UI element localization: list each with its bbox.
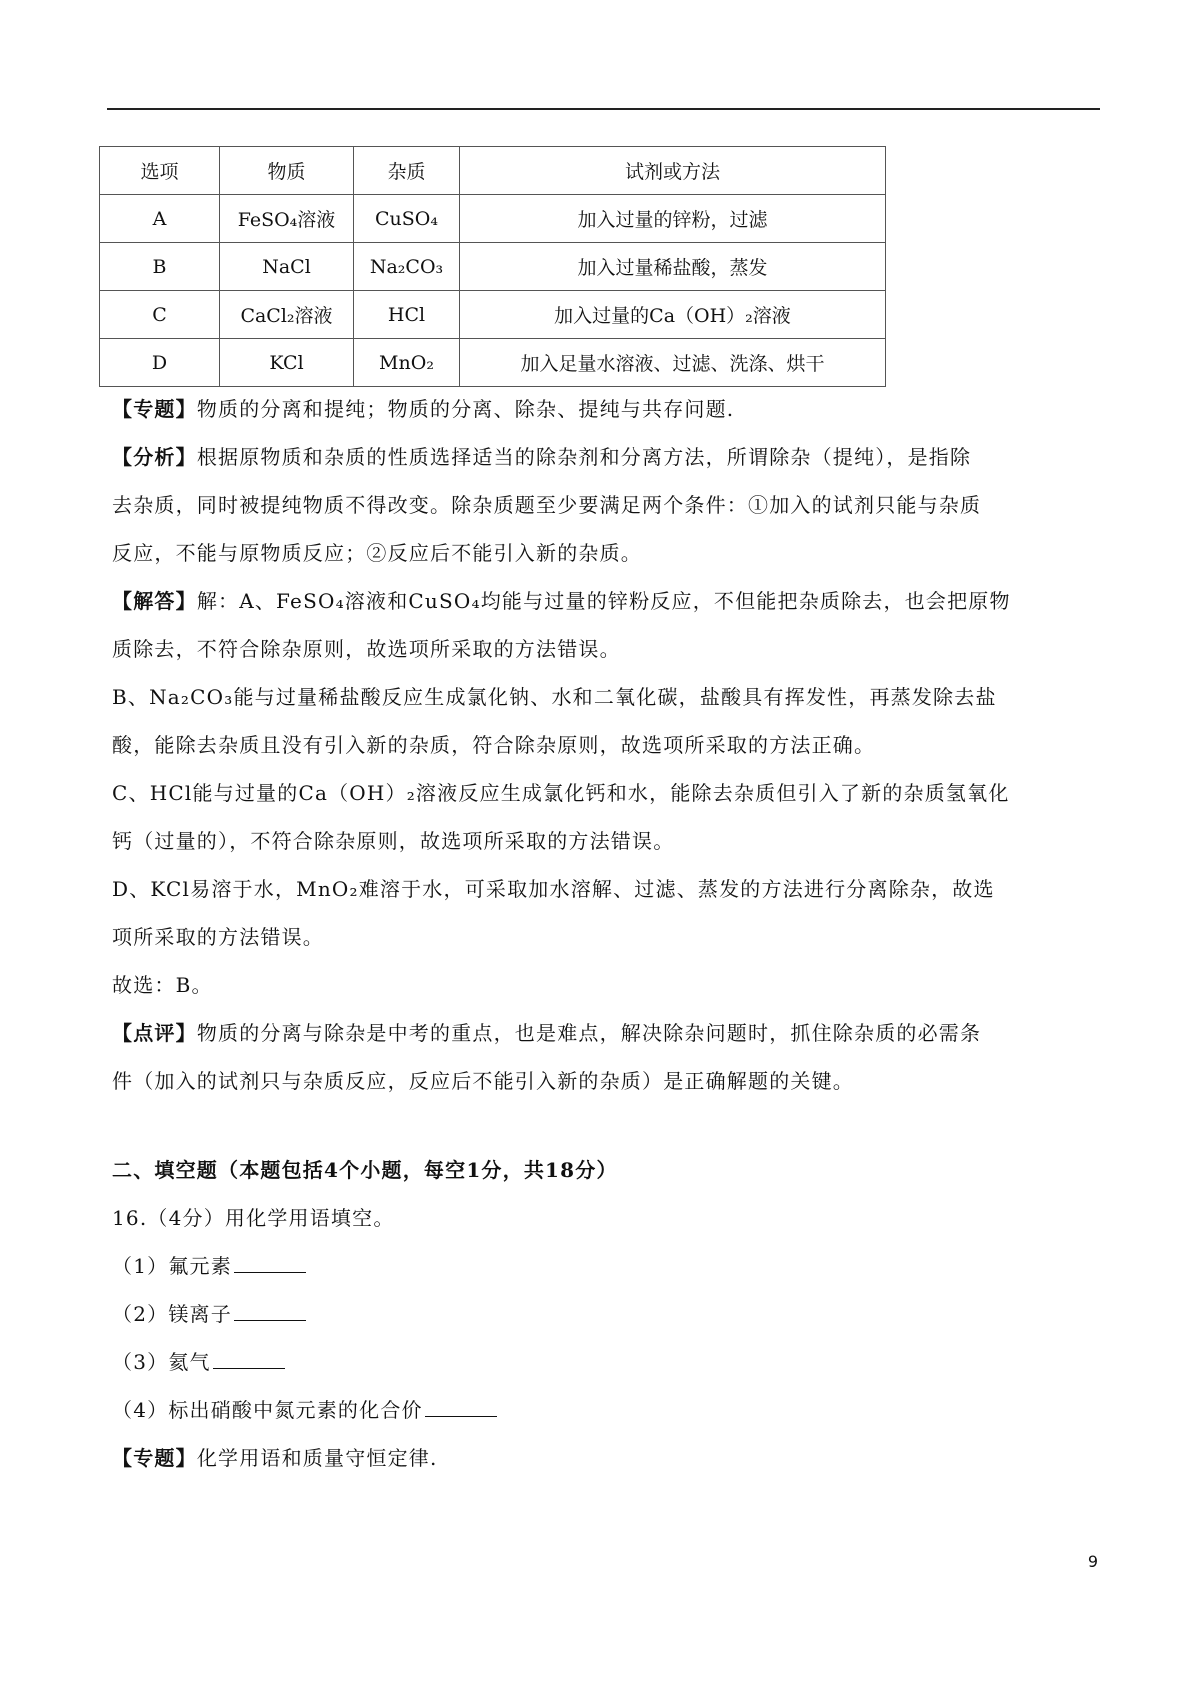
table-cell: B bbox=[100, 243, 220, 291]
table-header-cell: 物质 bbox=[220, 147, 354, 195]
section-zhuanti bbox=[112, 385, 1092, 1105]
answer-blank bbox=[425, 1394, 497, 1417]
table-cell: KCl bbox=[220, 339, 354, 387]
table-row bbox=[100, 339, 886, 387]
question-16: 16.（4分）用化学用语填空。 bbox=[112, 1206, 395, 1230]
section-fill-in bbox=[112, 1146, 1092, 1482]
option-c-line: C、HCl能与过量的Ca（OH）₂溶液反应生成氯化钙和水，能除去杂质但引入了新的杂质氢氧化 bbox=[112, 781, 1010, 805]
table-header-row bbox=[100, 147, 886, 195]
blank-item: （4）标出硝酸中氮元素的化合价 bbox=[112, 1386, 1092, 1434]
table-cell: MnO₂ bbox=[354, 339, 460, 387]
jieda-line: 质除去，不符合除杂原则，故选项所采取的方法错误。 bbox=[112, 637, 621, 661]
answer-line: 故选：B。 bbox=[112, 973, 213, 997]
table-cell: A bbox=[100, 195, 220, 243]
dianping-line: 物质的分离与除杂是中考的重点，也是难点，解决除杂问题时，抓住除杂质的必需条 bbox=[196, 1021, 982, 1045]
fenxi-line: 反应，不能与原物质反应；②反应后不能引入新的杂质。 bbox=[112, 541, 642, 565]
table-cell: 加入足量水溶液、过滤、洗涤、烘干 bbox=[460, 339, 886, 387]
section-heading: 二、填空题（本题包括4个小题，每空1分，共18分） bbox=[112, 1158, 618, 1182]
blank-item: （1）氟元素 bbox=[112, 1242, 1092, 1290]
zhuanti-tag: 【专题】 bbox=[112, 397, 197, 421]
jieda-tag: 【解答】 bbox=[112, 589, 197, 613]
table-cell: HCl bbox=[354, 291, 460, 339]
table-cell: FeSO₄溶液 bbox=[220, 195, 354, 243]
page-number: 9 bbox=[1087, 1552, 1098, 1571]
table-row bbox=[100, 291, 886, 339]
table-cell: D bbox=[100, 339, 220, 387]
dianping-tag: 【点评】 bbox=[112, 1021, 197, 1045]
option-c-line: 钙（过量的），不符合除杂原则，故选项所采取的方法错误。 bbox=[112, 829, 675, 853]
fenxi-line: 根据原物质和杂质的性质选择适当的除杂剂和分离方法，所谓除杂（提纯），是指除 bbox=[196, 445, 972, 469]
blank-item: （2）镁离子 bbox=[112, 1290, 1092, 1338]
table-header-cell: 杂质 bbox=[354, 147, 460, 195]
fenxi-tag: 【分析】 bbox=[112, 445, 197, 469]
answer-blank bbox=[213, 1346, 285, 1369]
zhuanti-tag: 【专题】 bbox=[112, 1446, 197, 1470]
table-cell: 加入过量稀盐酸，蒸发 bbox=[460, 243, 886, 291]
zhuanti-text: 物质的分离和提纯；物质的分离、除杂、提纯与共存问题. bbox=[196, 397, 735, 421]
table-row bbox=[100, 243, 886, 291]
header-rule bbox=[107, 108, 1100, 110]
zhuanti-text: 化学用语和质量守恒定律. bbox=[196, 1446, 438, 1470]
options-table bbox=[99, 146, 886, 387]
answer-blank bbox=[234, 1250, 306, 1273]
table-header-cell: 试剂或方法 bbox=[460, 147, 886, 195]
table-cell: CuSO₄ bbox=[354, 195, 460, 243]
table-cell: Na₂CO₃ bbox=[354, 243, 460, 291]
table-cell: C bbox=[100, 291, 220, 339]
option-b-line: 酸，能除去杂质且没有引入新的杂质，符合除杂原则，故选项所采取的方法正确。 bbox=[112, 733, 876, 757]
answer-blank bbox=[234, 1298, 306, 1321]
table-row bbox=[100, 195, 886, 243]
table-cell: 加入过量的Ca（OH）₂溶液 bbox=[460, 291, 886, 339]
table-cell: NaCl bbox=[220, 243, 354, 291]
option-b-line: B、Na₂CO₃能与过量稀盐酸反应生成氯化钠、水和二氧化碳，盐酸具有挥发性，再蒸发除去盐 bbox=[112, 685, 997, 709]
blank-item: （3）氦气 bbox=[112, 1338, 1092, 1386]
table-header-cell: 选项 bbox=[100, 147, 220, 195]
fenxi-line: 去杂质，同时被提纯物质不得改变。除杂质题至少要满足两个条件：①加入的试剂只能与杂质 bbox=[112, 493, 982, 517]
option-d-line: D、KCl易溶于水，MnO₂难溶于水，可采取加水溶解、过滤、蒸发的方法进行分离除杂，故选 bbox=[112, 877, 995, 901]
table-cell: 加入过量的锌粉，过滤 bbox=[460, 195, 886, 243]
jieda-line: 解：A、FeSO₄溶液和CuSO₄均能与过量的锌粉反应，不但能把杂质除去，也会把原物 bbox=[196, 589, 1011, 613]
option-d-line: 项所采取的方法错误。 bbox=[112, 925, 324, 949]
table-cell: CaCl₂溶液 bbox=[220, 291, 354, 339]
dianping-line: 件（加入的试剂只与杂质反应，反应后不能引入新的杂质）是正确解题的关键。 bbox=[112, 1069, 854, 1093]
